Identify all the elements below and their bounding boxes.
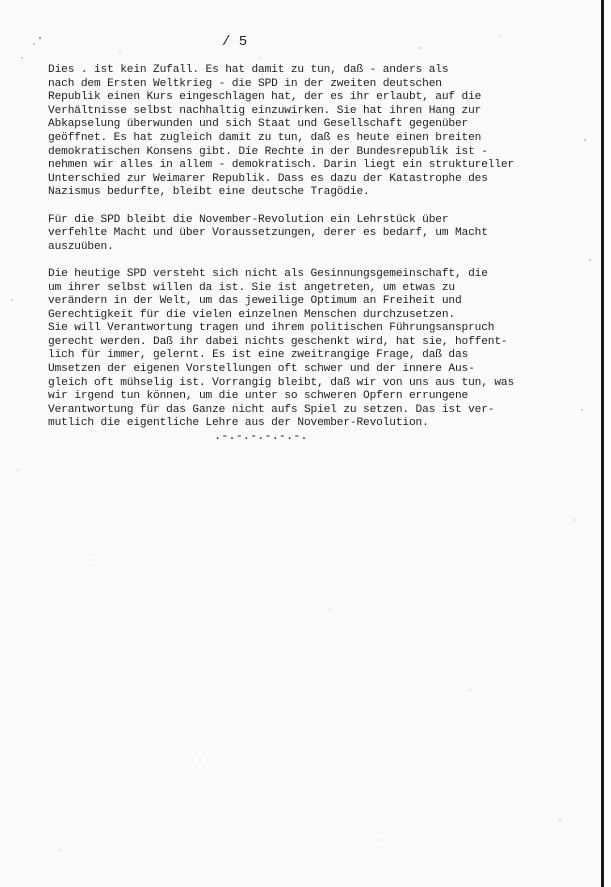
- text-line: Gerechtigkeit für die vielen einzelnen Menschen durchzusetzen.: [48, 308, 455, 321]
- paragraph: [48, 214, 568, 255]
- page-number: / 5: [222, 34, 248, 50]
- section-separator: .-.-.-.-.-.-.: [214, 429, 308, 443]
- text-line: geöffnet. Es hat zugleich damit zu tun, daß es heute einen breiten: [48, 131, 482, 144]
- paragraph: [48, 268, 568, 431]
- text-line: nach dem Ersten Weltkrieg - die SPD in der zweiten deutschen: [48, 77, 442, 90]
- text-line: Sie will Verantwortung tragen und ihrem politischen Führungsanspruch: [48, 322, 495, 335]
- text-line: lich für immer, gelernt. Es ist eine zweitrangige Frage, daß das: [48, 349, 469, 362]
- text-line: um ihrer selbst willen da ist. Sie ist angetreten, um etwas zu: [48, 281, 455, 294]
- text-line: nehmen wir alles in allem - demokratisch. Darin liegt ein struktureller: [48, 159, 515, 172]
- text-line: verfehlte Macht und über Voraussetzungen, derer es bedarf, um Macht: [48, 227, 488, 240]
- text-line: verändern in der Welt, um das jeweilige Optimum an Freiheit und: [48, 295, 462, 308]
- text-line: mutlich die eigentliche Lehre aus der November-Revolution.: [48, 417, 429, 430]
- text-line: auszuüben.: [48, 240, 114, 253]
- text-line: Republik einen Kurs eingeschlagen hat, der es ihr erlaubt, auf die: [48, 91, 482, 104]
- text-line: Die heutige SPD versteht sich nicht als Gesinnungsgemeinschaft, die: [48, 267, 488, 280]
- text-line: Unterschied zur Weimarer Republik. Dass es dazu der Katastrophe des: [48, 172, 488, 185]
- text-line: Verhältnisse selbst nachhaltig einzuwirken. Sie hat ihren Hang zur: [48, 104, 482, 117]
- text-line: demokratischen Konsens gibt. Die Rechte in der Bundesrepublik ist -: [48, 145, 488, 158]
- text-line: gerecht werden. Daß ihr dabei nichts geschenkt wird, hat sie, hoffent-: [48, 335, 508, 348]
- text-line: Abkapselung überwunden und sich Staat und Gesellschaft gegenüber: [48, 118, 469, 131]
- text-line: wir irgend tun können, um die unter so schweren Opfern errungene: [48, 390, 469, 403]
- text-line: Dies . ist kein Zufall. Es hat damit zu tun, daß - anders als: [48, 64, 449, 76]
- text-line: Für die SPD bleibt die November-Revolution ein Lehrstück über: [48, 213, 449, 226]
- text-line: gleich oft mühselig ist. Vorrangig bleibt, daß wir von uns aus tun, was: [48, 376, 515, 389]
- body-text: [48, 64, 568, 431]
- text-line: Verantwortung für das Ganze nicht aufs Spiel zu setzen. Das ist ver-: [48, 403, 495, 416]
- text-line: Umsetzen der eigenen Vorstellungen oft schwer und der innere Aus-: [48, 363, 475, 376]
- paragraph: [48, 64, 568, 200]
- text-line: Nazismus bedurfte, bleibt eine deutsche Tragödie.: [48, 186, 370, 199]
